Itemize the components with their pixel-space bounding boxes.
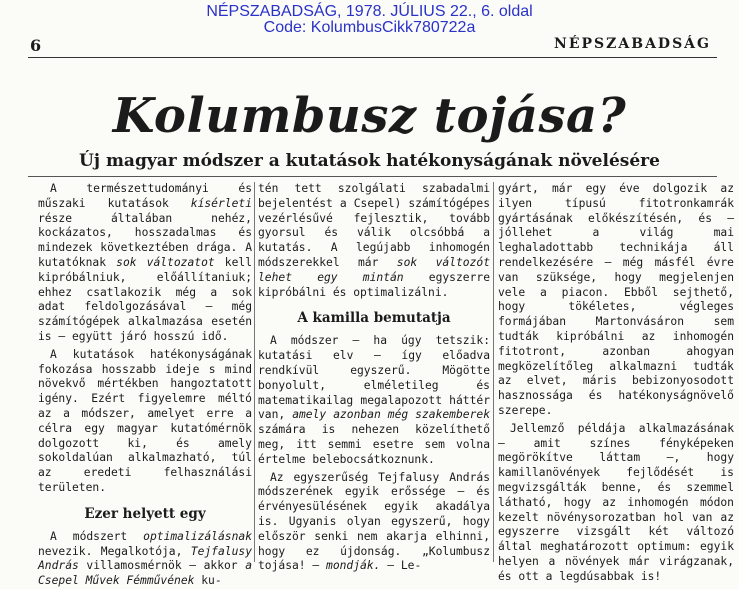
- column-divider: [493, 182, 494, 562]
- column-divider: [254, 182, 255, 562]
- masthead: NÉPSZABADSÁG: [554, 36, 711, 52]
- article-column-1: [38, 182, 252, 588]
- article-column-3: [498, 182, 734, 583]
- paragraph: Jellemző példája alkalmazásának — amit színes fényképeken megörökítve láttam —, hogy kamillanövények fejlődését is megvizsgálták benne, és szemmel látható, hogy az inhomogén módon kezelt növénysorozatban hol van az egyszerre vizsgált két változó által meghatározott optimum: egyik helyen a növények már virágzanak, és ott a legdúsabbak is!: [498, 421, 734, 583]
- section-heading: A kamilla bemutatja: [297, 310, 451, 327]
- paragraph: A módszer — ha úgy tetszik: kutatási elv — így előadva rendkívül egyszerű. Mögötte bonyolult, elméletileg és matematikailag megalapozott háttér van, amely azonban még szakemberek számára is nehezen közelíthető meg, itt semmi esetre sem volna értelme belebocsátkoznunk.: [258, 334, 490, 466]
- paragraph: gyárt, már egy éve dolgozik az ilyen típusú fitotronkamrák gyártásának előkészítésén, és — jóllehet a világ mai leghaladottabb technikája áll rendelkezésére — még másfél évre van szüksége, hogy megjelenjen vele a piacon. Ebből sejthető, hogy tökéletes, végleges formájában Martonvásáron sem tudták kipróbálni az inhomogén fitotront, azonban ahogyan megközelítőleg alkalmazni tudták az elvet, máris bebizonyosodott hasznossága és hatékonyságnövelő szerepe.: [498, 182, 734, 417]
- paragraph: Az egyszerűség Tejfalusy András módszerének egyik erőssége — és érvényesülésének egyik akadálya is. Ugyanis olyan egyszerű, hogy először senki nem akarja elhinni, hogy ez újdonság. „Kolumbusz tojása! — mondják. — Le-: [258, 470, 490, 573]
- article-subheadline: Új magyar módszer a kutatások hatékonyságának növelésére: [79, 151, 660, 171]
- subhead-rule: [28, 176, 717, 177]
- article-headline: Kolumbusz tojása?: [112, 88, 627, 144]
- archive-stamp-title: NÉPSZABADSÁG, 1978. JÚLIUS 22., 6. oldal: [206, 3, 533, 20]
- section-heading: Ezer helyett egy: [84, 505, 206, 522]
- header-rule: [28, 57, 717, 58]
- article-column-2: [258, 182, 490, 573]
- paragraph: tén tett szolgálati szabadalmi bejelentést a Csepel) számítógépes vezérlésűvé fejlesztik, tovább gyorsul és válik olcsóbbá a kutatás. A legújabb inhomogén módszerekkel már sok változót lehet egy mintán egyszerre kipróbálni és optimalizálni.: [258, 182, 490, 299]
- archive-stamp-code: Code: KolumbusCikk780722a: [263, 19, 476, 36]
- paragraph: A természettudományi és műszaki kutatások kísérleti része általában nehéz, kockázatos, hosszadalmas és mindezek következtében drága. A kutatóknak sok változatot kell kipróbálniuk, előállítaniuk; ehhez csatlakozik még a sok adat feldolgozásával — még számítógépek alkalmazása esetén is — együtt járó hosszú idő.: [38, 182, 252, 343]
- page-number: 6: [30, 36, 42, 55]
- paragraph: A kutatások hatékonyságának fokozása hosszabb ideje s mind növekvő mértékben hangoztatott igény. Ezért figyelemre méltó az a módszer, amelyet erre a célra egy magyar kutatómérnök dolgozott ki, és amely sokoldalúan alkalmazható, túl az eredeti felhasználási területen.: [38, 347, 252, 494]
- paragraph: A módszert optimalizálásnak nevezik. Megalkotója, Tejfalusy András villamosmérnök — akkor a Csepel Művek Fémművének ku-: [38, 529, 252, 588]
